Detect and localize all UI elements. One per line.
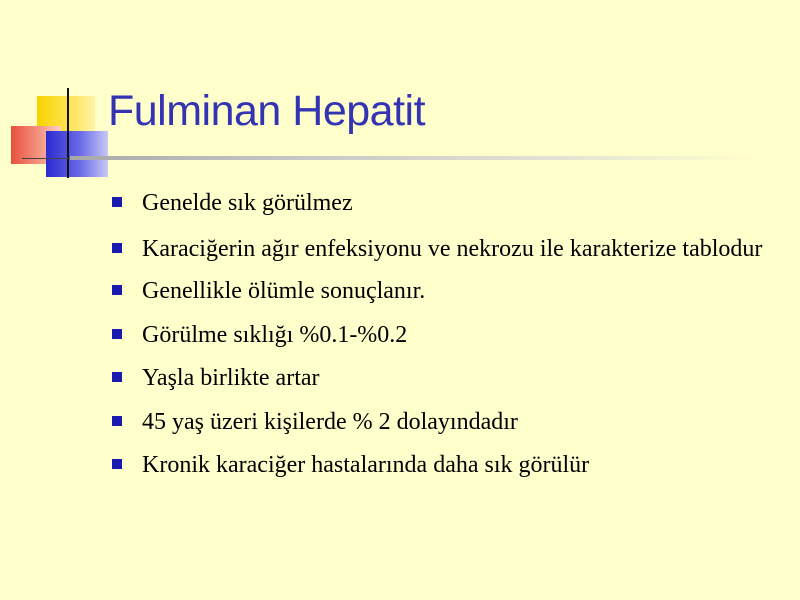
slide-title: Fulminan Hepatit bbox=[108, 87, 426, 135]
square-bullet-icon bbox=[112, 372, 122, 382]
bullet-item bbox=[110, 405, 780, 439]
bullet-list bbox=[110, 186, 780, 482]
bullet-text: Genellikle ölümle sonuçlanır. bbox=[142, 278, 426, 304]
square-bullet-icon bbox=[112, 329, 122, 339]
bullet-item bbox=[110, 231, 780, 267]
square-bullet-icon bbox=[112, 285, 122, 295]
bullet-item bbox=[110, 274, 780, 308]
bullet-item bbox=[110, 448, 780, 482]
vertical-line-decoration bbox=[67, 88, 69, 178]
square-bullet-icon bbox=[112, 243, 122, 253]
bullet-text: Yaşla birlikte artar bbox=[142, 365, 320, 391]
bullet-text: Genelde sık görülmez bbox=[142, 190, 353, 216]
bullet-text: Kronik karaciğer hastalarında daha sık görülür bbox=[142, 452, 590, 478]
square-bullet-icon bbox=[112, 416, 122, 426]
square-bullet-icon bbox=[112, 197, 122, 207]
bullet-item bbox=[110, 318, 780, 352]
bullet-item bbox=[110, 186, 780, 220]
bullet-text: Karaciğerin ağır enfeksiyonu ve nekrozu ile karakterize tablodur bbox=[142, 236, 763, 262]
bullet-item bbox=[110, 361, 780, 395]
bullet-text: 45 yaş üzeri kişilerde % 2 dolayındadır bbox=[142, 409, 518, 435]
bullet-text: Görülme sıklığı %0.1-%0.2 bbox=[142, 322, 408, 348]
blue-square-decoration bbox=[46, 131, 108, 177]
title-divider bbox=[70, 156, 760, 160]
square-bullet-icon bbox=[112, 459, 122, 469]
